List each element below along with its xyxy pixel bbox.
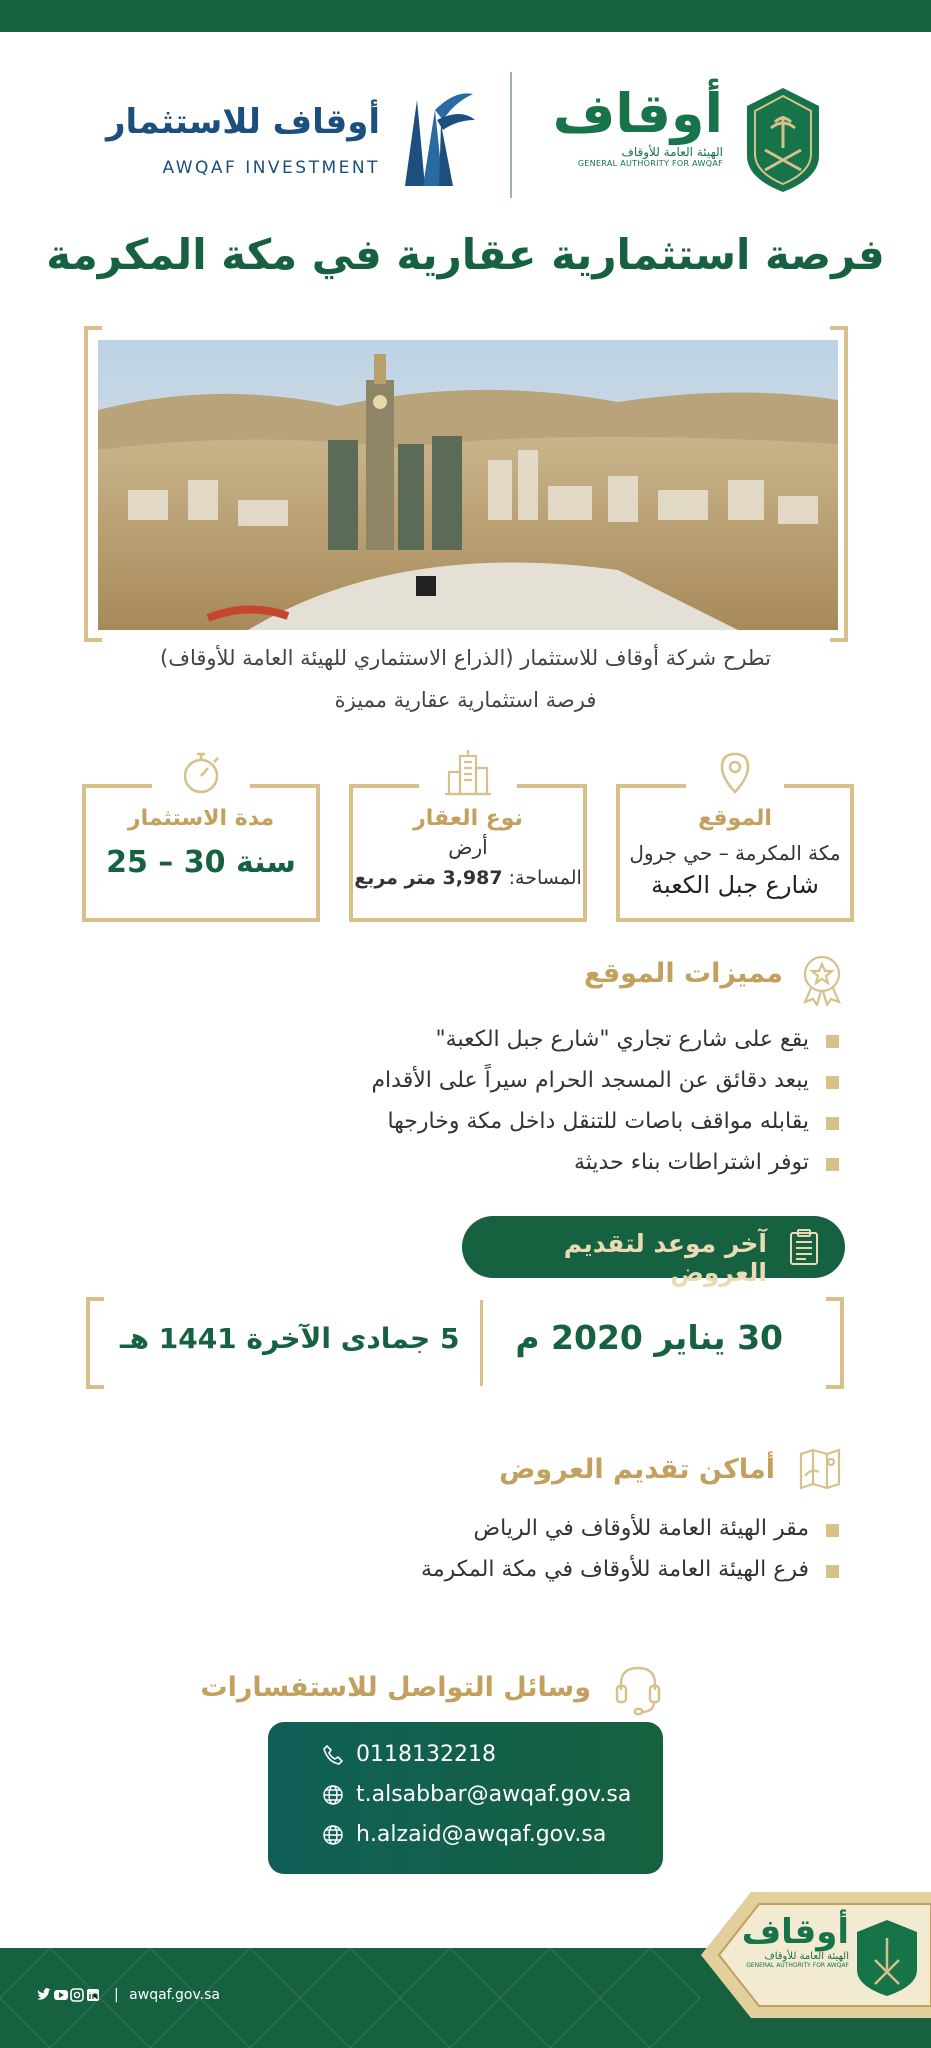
page-title: فرصة استثمارية عقارية في مكة المكرمة bbox=[46, 230, 885, 279]
contact-heading: وسائل التواصل للاستفسارات bbox=[200, 1672, 591, 1703]
youtube-icon[interactable] bbox=[54, 1990, 68, 2000]
clipboard-icon bbox=[785, 1228, 823, 1266]
deadline-hijri: 5 جمادى الآخرة 1441 هـ bbox=[120, 1322, 460, 1355]
contact-email-2[interactable]: h.alzaid@awqaf.gov.sa bbox=[356, 1822, 607, 1847]
list-item: فرع الهيئة العامة للأوقاف في مكة المكرمة bbox=[421, 1549, 843, 1590]
deadline-gregorian: 30 يناير 2020 م bbox=[515, 1318, 783, 1357]
area-label: المساحة: bbox=[508, 867, 582, 889]
intro-line-1: تطرح شركة أوقاف للاستثمار (الذراع الاستثماري للهيئة العامة للأوقاف) bbox=[160, 646, 771, 670]
intro-line-2: فرصة استثمارية عقارية مميزة bbox=[334, 688, 597, 712]
list-item: توفر اشتراطات بناء حديثة bbox=[371, 1142, 843, 1183]
phone-icon bbox=[322, 1744, 344, 1766]
awqaf-investment-mark-icon bbox=[395, 80, 475, 188]
instagram-icon[interactable] bbox=[71, 1989, 83, 2001]
top-bar bbox=[0, 0, 931, 32]
location-pin-icon bbox=[710, 748, 760, 798]
date-separator bbox=[480, 1300, 483, 1386]
places-heading: أماكن تقديم العروض bbox=[499, 1454, 775, 1485]
award-star-icon bbox=[795, 952, 849, 1006]
date-bracket-right bbox=[826, 1297, 844, 1389]
contact-email-row-1[interactable] bbox=[322, 1782, 631, 1807]
gaa-logo-subtitle: الهيئة العامة للأوقاف bbox=[621, 145, 723, 160]
duration-heading: مدة الاستثمار bbox=[127, 806, 275, 831]
location-street: شارع جبل الكعبة bbox=[651, 871, 819, 899]
area-value: 3,987 متر مربع bbox=[354, 867, 503, 889]
twitter-icon[interactable] bbox=[37, 1988, 51, 2000]
duration-value: 25 – 30 سنة bbox=[106, 845, 296, 880]
gaa-logo-text bbox=[553, 84, 723, 168]
features-heading: مميزات الموقع bbox=[584, 958, 783, 989]
footer-website[interactable] bbox=[114, 1987, 220, 2003]
makkah-photo bbox=[98, 340, 838, 630]
gaa-logo-arabic: أوقاف bbox=[552, 82, 723, 145]
property-type-value: أرض bbox=[448, 835, 488, 859]
location-box bbox=[616, 784, 854, 922]
social-icons bbox=[36, 1987, 102, 2007]
contact-card bbox=[268, 1722, 663, 1874]
location-district: مكة المكرمة – حي جرول bbox=[629, 841, 841, 865]
gaa-logo-english: GENERAL AUTHORITY FOR AWQAF bbox=[577, 159, 723, 169]
saudi-emblem-icon bbox=[743, 86, 823, 194]
globe-icon bbox=[322, 1784, 344, 1806]
features-list bbox=[371, 1019, 843, 1183]
list-item: يقع على شارع تجاري "شارع جبل الكعبة" bbox=[371, 1019, 843, 1060]
gaa-logo bbox=[443, 78, 823, 208]
property-type-box bbox=[349, 784, 587, 922]
list-item: يبعد دقائق عن المسجد الحرام سيراً على الأقدام bbox=[371, 1060, 843, 1101]
ai-logo-english: AWQAF INVESTMENT bbox=[162, 158, 380, 178]
footer-logo-text bbox=[742, 1914, 849, 1969]
headset-icon bbox=[613, 1662, 663, 1716]
linkedin-icon[interactable] bbox=[87, 1989, 99, 2001]
contact-phone[interactable]: 0118132218 bbox=[356, 1742, 496, 1767]
logo-divider bbox=[510, 72, 512, 198]
duration-box bbox=[82, 784, 320, 922]
footer-url[interactable]: awqaf.gov.sa bbox=[129, 1987, 221, 2003]
property-type-heading: نوع العقار bbox=[413, 806, 523, 831]
location-heading: الموقع bbox=[698, 806, 772, 831]
footer-separator: | bbox=[114, 1987, 119, 2003]
deadline-heading: آخر موعد لتقديم العروض bbox=[563, 1229, 767, 1287]
contact-email-row-2[interactable] bbox=[322, 1822, 606, 1847]
map-icon bbox=[797, 1446, 843, 1492]
footer-logo-english: GENERAL AUTHORITY FOR AWQAF bbox=[746, 1962, 849, 1970]
footer-logo-subtitle: الهيئة العامة للأوقاف bbox=[764, 1951, 849, 1963]
date-bracket-left bbox=[86, 1297, 104, 1389]
building-icon bbox=[443, 748, 493, 798]
footer-logo-arabic: أوقاف bbox=[741, 1912, 849, 1952]
stopwatch-icon bbox=[176, 748, 226, 798]
ai-logo-arabic: أوقاف للاستثمار bbox=[105, 102, 380, 142]
contact-phone-row[interactable] bbox=[322, 1742, 496, 1767]
globe-icon bbox=[322, 1824, 344, 1846]
list-item: مقر الهيئة العامة للأوقاف في الرياض bbox=[421, 1508, 843, 1549]
list-item: يقابله مواقف باصات للتنقل داخل مكة وخارجها bbox=[371, 1101, 843, 1142]
places-list bbox=[421, 1508, 843, 1590]
contact-email-1[interactable]: t.alsabbar@awqaf.gov.sa bbox=[356, 1782, 632, 1807]
awqaf-investment-logo bbox=[105, 80, 475, 190]
deadline-banner bbox=[462, 1216, 845, 1287]
